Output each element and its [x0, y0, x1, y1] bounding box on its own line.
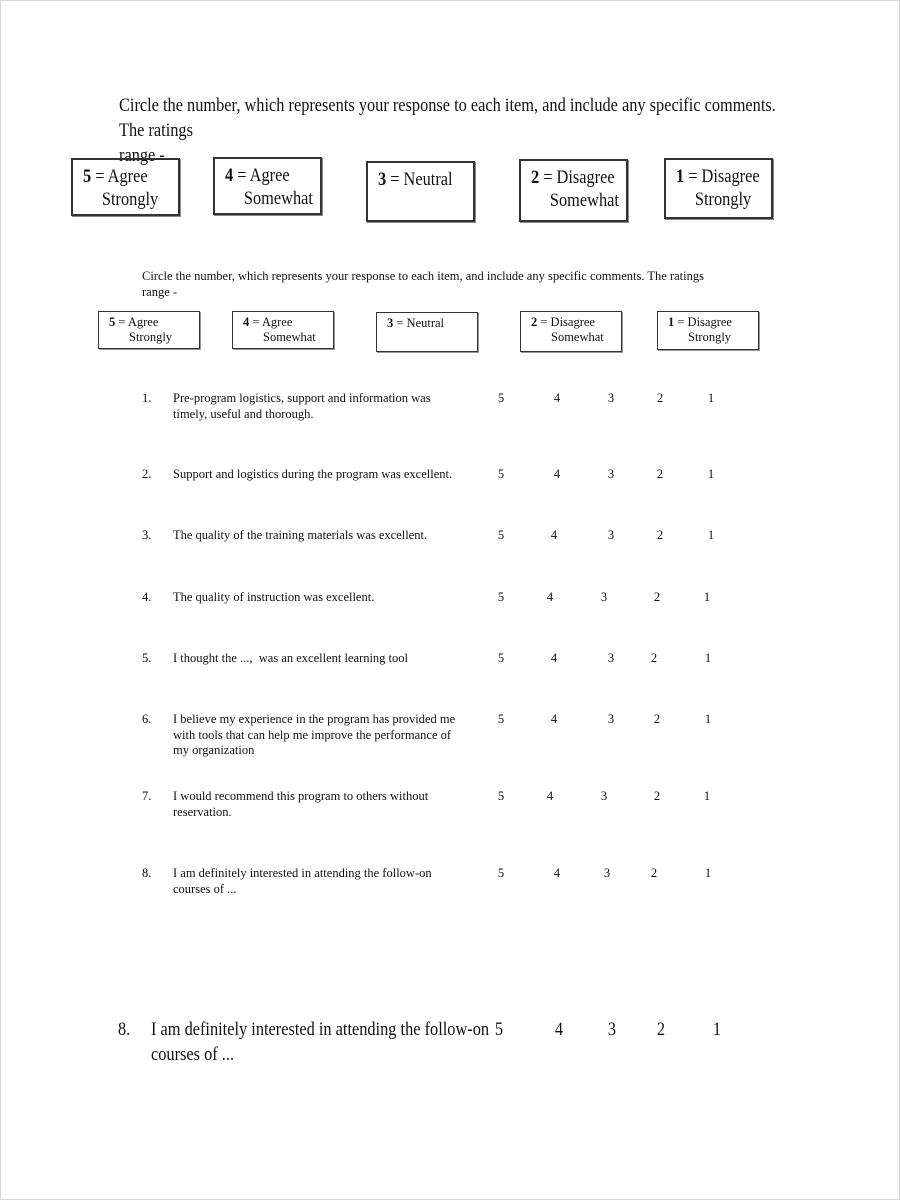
item-text-line: with tools that can help me improve the performance of: [173, 727, 452, 742]
scale-value: 4: [243, 315, 250, 329]
rating-option-3[interactable]: 3: [607, 467, 615, 481]
item-text-line: I would recommend this program to others without: [173, 789, 429, 803]
item-text: [173, 789, 478, 820]
rating-option-3[interactable]: 3: [607, 528, 615, 542]
item-number: 4.: [142, 590, 152, 604]
scale-label: = Disagree: [674, 315, 732, 329]
item-number: 8.: [142, 866, 152, 880]
rating-option-2[interactable]: 2: [650, 651, 658, 665]
item-text-line: I believe my experience in the program has provided me: [173, 712, 456, 726]
scale-box-5: [98, 311, 200, 349]
scale-sublabel: Somewhat: [263, 330, 316, 344]
instructions-line-1: Circle the number, which represents your response to each item, and include any specific comments. The ratings: [119, 95, 776, 141]
rating-option-2[interactable]: 2: [653, 712, 661, 726]
item-number: 8.: [118, 1019, 131, 1040]
item-text: [173, 866, 478, 897]
item-number: 1.: [142, 391, 152, 405]
item-text-line: Support and logistics during the program was excellent.: [173, 467, 453, 481]
rating-option-2[interactable]: 2: [650, 866, 658, 880]
scale-label: = Disagree: [684, 166, 760, 187]
rating-option-2[interactable]: 2: [656, 467, 664, 481]
rating-option-2[interactable]: 2: [656, 528, 664, 542]
rating-option-2[interactable]: 2: [656, 391, 664, 405]
rating-option-2[interactable]: 2: [653, 789, 661, 803]
rating-option-1[interactable]: 1: [704, 866, 712, 880]
rating-option-4[interactable]: 4: [550, 651, 558, 665]
scale-sublabel: Strongly: [688, 330, 732, 344]
scale-sublabel: Somewhat: [551, 330, 604, 344]
rating-option-4[interactable]: 4: [546, 590, 554, 604]
zoomed-scale-box-5: [71, 158, 180, 216]
scale-label: = Agree: [91, 166, 148, 187]
rating-option-4[interactable]: 4: [553, 866, 561, 880]
item-text: [173, 712, 493, 759]
scale-box-3: [376, 312, 478, 352]
scale-value: 5: [109, 315, 116, 329]
rating-option-5[interactable]: 5: [497, 789, 505, 803]
rating-option-4[interactable]: 4: [553, 391, 561, 405]
rating-option-5[interactable]: 5: [497, 651, 505, 665]
scale-label: = Agree: [233, 165, 290, 186]
scale-sublabel: Strongly: [694, 189, 752, 210]
item-number: 7.: [142, 789, 152, 803]
rating-option-4[interactable]: 4: [554, 1019, 564, 1040]
rating-option-5[interactable]: 5: [497, 528, 505, 542]
item-text-line: Pre-program logistics, support and information was: [173, 391, 431, 405]
item-text-line: timely, useful and thorough.: [173, 406, 314, 421]
item-text: [173, 467, 493, 483]
instructions-line-1: Circle the number, which represents your response to each item, and include any specific comments. The ratings: [142, 269, 704, 283]
item-text: [173, 391, 478, 422]
scale-sublabel: Strongly: [129, 330, 173, 344]
rating-option-5[interactable]: 5: [497, 391, 505, 405]
item-text-line: reservation.: [173, 804, 232, 819]
rating-option-5[interactable]: 5: [497, 866, 505, 880]
rating-option-1[interactable]: 1: [707, 391, 715, 405]
item-text: [173, 651, 478, 667]
scale-value: 5: [83, 166, 92, 187]
scale-box-4: [232, 311, 334, 349]
rating-option-5[interactable]: 5: [494, 1019, 504, 1040]
item-text-line: my organization: [173, 743, 255, 757]
scale-value: 2: [531, 315, 538, 329]
rating-option-5[interactable]: 5: [497, 467, 505, 481]
rating-option-1[interactable]: 1: [704, 651, 712, 665]
instructions-line-2: range -: [142, 284, 178, 299]
rating-option-1[interactable]: 1: [704, 712, 712, 726]
scale-label: = Agree: [115, 315, 159, 329]
instructions-line-2: range -: [119, 145, 165, 166]
scale-label: = Disagree: [537, 315, 595, 329]
rating-option-5[interactable]: 5: [497, 590, 505, 604]
instructions: [142, 269, 762, 300]
item-number: 5.: [142, 651, 152, 665]
scale-value: 3: [378, 169, 387, 190]
item-text-line: I thought the ..., was an excellent learning tool: [173, 651, 409, 665]
rating-option-3[interactable]: 3: [607, 1019, 617, 1040]
scale-sublabel: Strongly: [101, 189, 159, 210]
rating-option-1[interactable]: 1: [703, 789, 711, 803]
scale-sublabel: Somewhat: [243, 188, 313, 209]
rating-option-1[interactable]: 1: [707, 528, 715, 542]
scale-value: 4: [225, 165, 234, 186]
scale-value: 1: [668, 315, 675, 329]
scale-label: = Neutral: [393, 316, 445, 330]
item-text-line: The quality of the training materials was excellent.: [173, 528, 428, 542]
item-text: [173, 528, 478, 544]
scale-box-1: [657, 311, 759, 350]
rating-option-2[interactable]: 2: [653, 590, 661, 604]
rating-option-1[interactable]: 1: [707, 467, 715, 481]
scale-box-2: [520, 311, 622, 352]
rating-option-4[interactable]: 4: [550, 712, 558, 726]
rating-option-5[interactable]: 5: [497, 712, 505, 726]
item-text: [173, 590, 478, 606]
item-text-line: I am definitely interested in attending the follow-on: [173, 866, 432, 880]
rating-option-2[interactable]: 2: [656, 1019, 666, 1040]
rating-option-4[interactable]: 4: [546, 789, 554, 803]
rating-option-3[interactable]: 3: [600, 590, 608, 604]
rating-option-3[interactable]: 3: [607, 712, 615, 726]
scale-value: 2: [531, 167, 540, 188]
rating-option-4[interactable]: 4: [550, 528, 558, 542]
item-number: 2.: [142, 467, 152, 481]
scale-value: 3: [387, 316, 394, 330]
scale-sublabel: Somewhat: [549, 190, 619, 211]
scale-label: = Neutral: [386, 169, 453, 190]
scale-value: 1: [676, 166, 685, 187]
rating-option-1[interactable]: 1: [712, 1019, 722, 1040]
zoomed-scale-box-4: [213, 157, 322, 215]
rating-option-3[interactable]: 3: [607, 651, 615, 665]
item-text-line: courses of ...: [173, 881, 237, 896]
item-text: [151, 1017, 490, 1067]
zoomed-scale-box-3: [366, 161, 475, 222]
item-number: 3.: [142, 528, 152, 542]
rating-option-3[interactable]: 3: [600, 789, 608, 803]
item-text-line: The quality of instruction was excellent.: [173, 590, 375, 604]
zoomed-scale-box-2: [519, 159, 628, 222]
rating-option-4[interactable]: 4: [553, 467, 561, 481]
scale-label: = Agree: [249, 315, 293, 329]
item-text-line: I am definitely interested in attending the follow-on: [151, 1019, 490, 1040]
rating-option-1[interactable]: 1: [703, 590, 711, 604]
rating-option-3[interactable]: 3: [607, 391, 615, 405]
item-text-line: courses of ...: [151, 1044, 235, 1065]
scale-label: = Disagree: [539, 167, 615, 188]
item-number: 6.: [142, 712, 152, 726]
rating-option-3[interactable]: 3: [603, 866, 611, 880]
zoomed-scale-box-1: [664, 158, 773, 219]
